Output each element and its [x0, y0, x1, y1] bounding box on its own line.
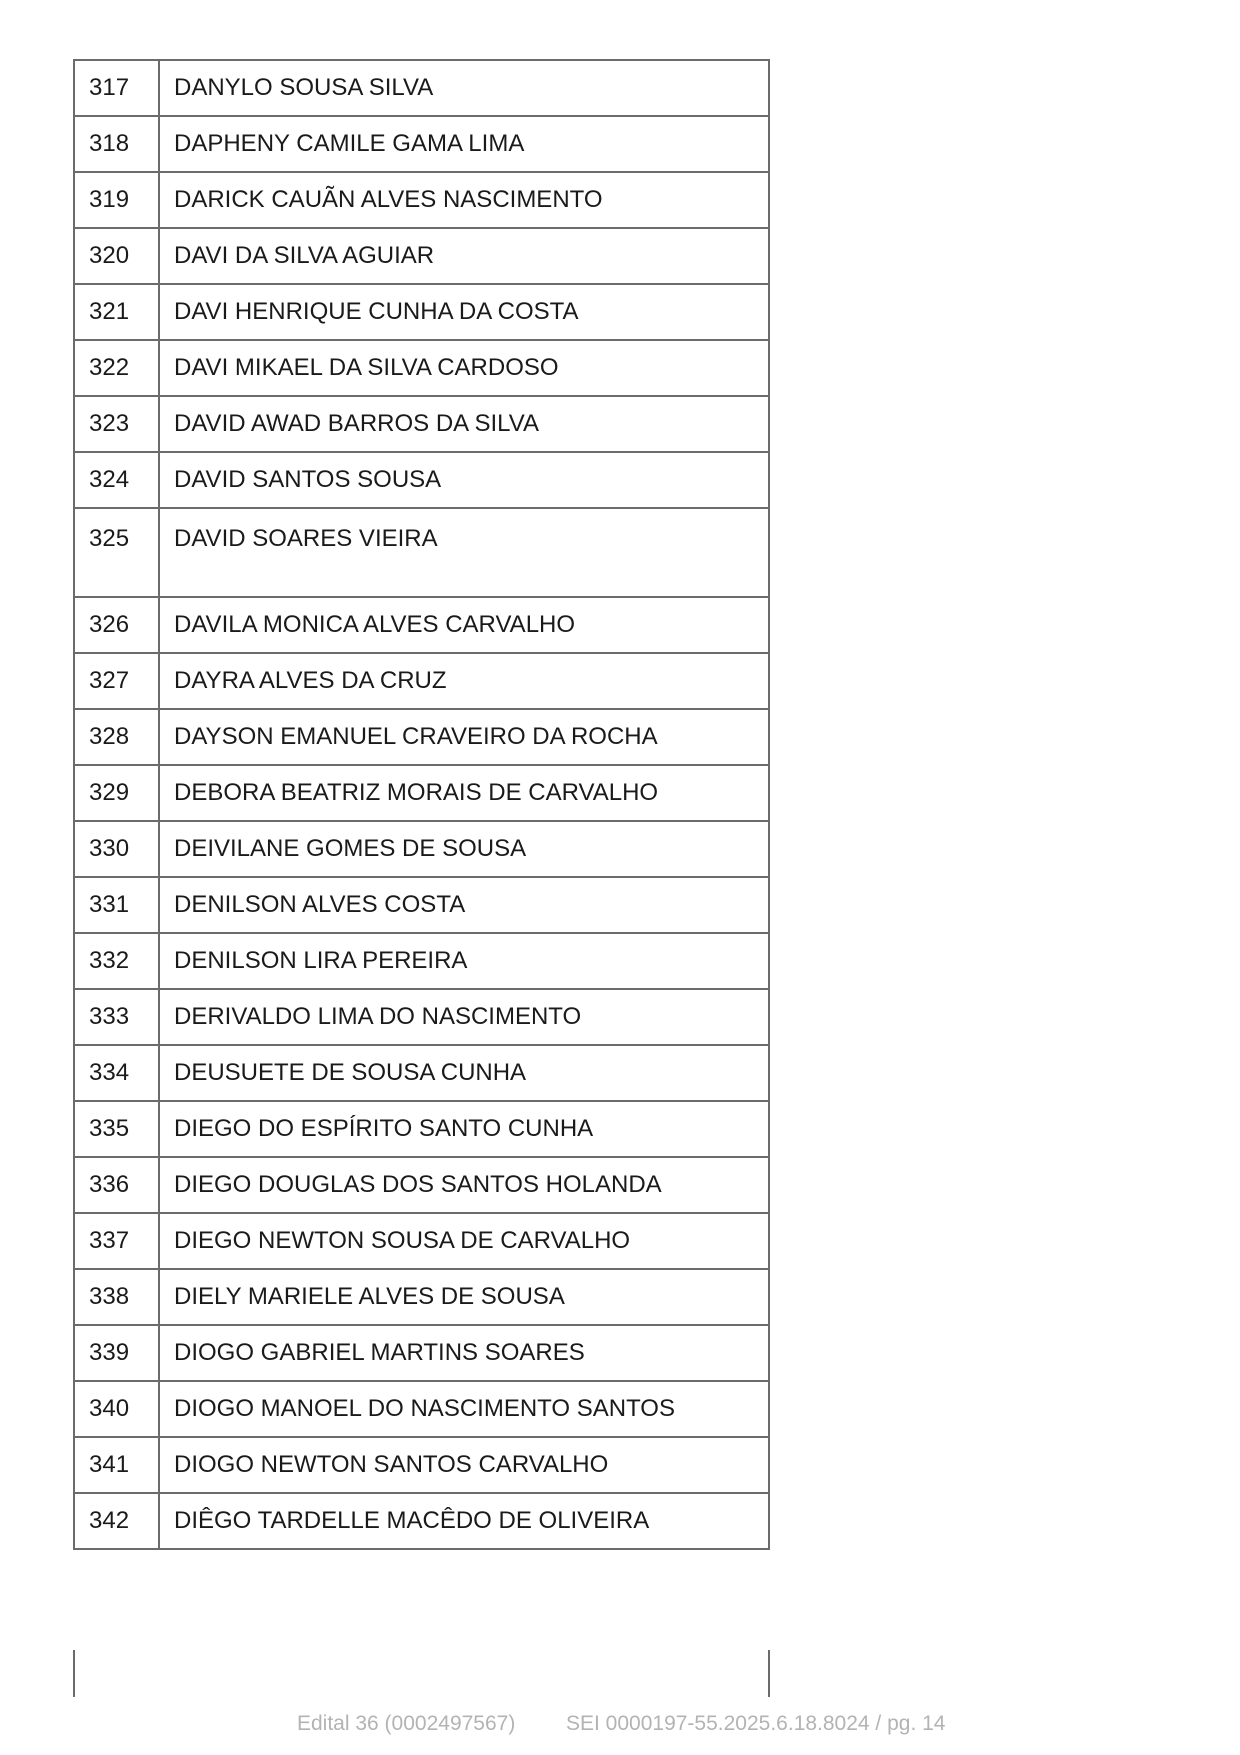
row-name: DIOGO NEWTON SANTOS CARVALHO	[159, 1437, 769, 1493]
table-row	[74, 340, 769, 396]
footer-document-id: Edital 36 (0002497567)	[297, 1712, 516, 1735]
table-row	[74, 172, 769, 228]
row-number: 338	[74, 1269, 159, 1325]
row-number: 330	[74, 821, 159, 877]
row-number: 341	[74, 1437, 159, 1493]
name-list-table	[73, 59, 770, 1550]
row-number: 331	[74, 877, 159, 933]
table-row	[74, 452, 769, 508]
footer-process-reference: SEI 0000197-55.2025.6.18.8024 / pg. 14	[566, 1712, 946, 1735]
row-name: DAYSON EMANUEL CRAVEIRO DA ROCHA	[159, 709, 769, 765]
row-name: DEUSUETE DE SOUSA CUNHA	[159, 1045, 769, 1101]
table-row	[74, 933, 769, 989]
row-number: 339	[74, 1325, 159, 1381]
table-row	[74, 1437, 769, 1493]
table-row	[74, 989, 769, 1045]
table-row	[74, 1045, 769, 1101]
row-number: 336	[74, 1157, 159, 1213]
table-row	[74, 1493, 769, 1549]
row-name: DAYRA ALVES DA CRUZ	[159, 653, 769, 709]
table-row	[74, 228, 769, 284]
table-row	[74, 1101, 769, 1157]
row-number: 320	[74, 228, 159, 284]
table-row	[74, 1325, 769, 1381]
name-list-body	[74, 60, 769, 1549]
row-name: DANYLO SOUSA SILVA	[159, 60, 769, 116]
row-number: 321	[74, 284, 159, 340]
row-name: DIÊGO TARDELLE MACÊDO DE OLIVEIRA	[159, 1493, 769, 1549]
row-number: 322	[74, 340, 159, 396]
row-number: 328	[74, 709, 159, 765]
table-row	[74, 60, 769, 116]
table-row	[74, 1381, 769, 1437]
row-number: 333	[74, 989, 159, 1045]
row-name: DENILSON LIRA PEREIRA	[159, 933, 769, 989]
row-name: DIELY MARIELE ALVES DE SOUSA	[159, 1269, 769, 1325]
row-name: DAVI HENRIQUE CUNHA DA COSTA	[159, 284, 769, 340]
table-row	[74, 1213, 769, 1269]
row-name: DEIVILANE GOMES DE SOUSA	[159, 821, 769, 877]
table-row	[74, 821, 769, 877]
row-name: DENILSON ALVES COSTA	[159, 877, 769, 933]
table-row	[74, 1157, 769, 1213]
table-continuation-right-border	[768, 1650, 770, 1697]
row-name: DAVID SOARES VIEIRA	[159, 508, 769, 597]
row-name: DIEGO DOUGLAS DOS SANTOS HOLANDA	[159, 1157, 769, 1213]
row-name: DIOGO MANOEL DO NASCIMENTO SANTOS	[159, 1381, 769, 1437]
row-number: 342	[74, 1493, 159, 1549]
row-number: 323	[74, 396, 159, 452]
row-name: DARICK CAUÃN ALVES NASCIMENTO	[159, 172, 769, 228]
table-row	[74, 508, 769, 597]
table-row	[74, 597, 769, 653]
row-name: DAPHENY CAMILE GAMA LIMA	[159, 116, 769, 172]
table-row	[74, 396, 769, 452]
row-number: 325	[74, 508, 159, 597]
table-row	[74, 1269, 769, 1325]
row-number: 327	[74, 653, 159, 709]
row-name: DAVILA MONICA ALVES CARVALHO	[159, 597, 769, 653]
row-number: 337	[74, 1213, 159, 1269]
row-name: DIEGO DO ESPÍRITO SANTO CUNHA	[159, 1101, 769, 1157]
row-name: DAVID AWAD BARROS DA SILVA	[159, 396, 769, 452]
row-name: DAVID SANTOS SOUSA	[159, 452, 769, 508]
table-row	[74, 116, 769, 172]
row-number: 324	[74, 452, 159, 508]
row-name: DERIVALDO LIMA DO NASCIMENTO	[159, 989, 769, 1045]
row-number: 326	[74, 597, 159, 653]
row-number: 334	[74, 1045, 159, 1101]
row-number: 340	[74, 1381, 159, 1437]
table-row	[74, 765, 769, 821]
row-name: DIOGO GABRIEL MARTINS SOARES	[159, 1325, 769, 1381]
row-name: DIEGO NEWTON SOUSA DE CARVALHO	[159, 1213, 769, 1269]
row-number: 332	[74, 933, 159, 989]
row-number: 335	[74, 1101, 159, 1157]
row-name: DEBORA BEATRIZ MORAIS DE CARVALHO	[159, 765, 769, 821]
row-name: DAVI DA SILVA AGUIAR	[159, 228, 769, 284]
table-continuation-left-border	[73, 1650, 75, 1697]
table-row	[74, 877, 769, 933]
table-row	[74, 709, 769, 765]
row-number: 319	[74, 172, 159, 228]
table-row	[74, 653, 769, 709]
row-number: 318	[74, 116, 159, 172]
row-name: DAVI MIKAEL DA SILVA CARDOSO	[159, 340, 769, 396]
row-number: 317	[74, 60, 159, 116]
table-row	[74, 284, 769, 340]
row-number: 329	[74, 765, 159, 821]
